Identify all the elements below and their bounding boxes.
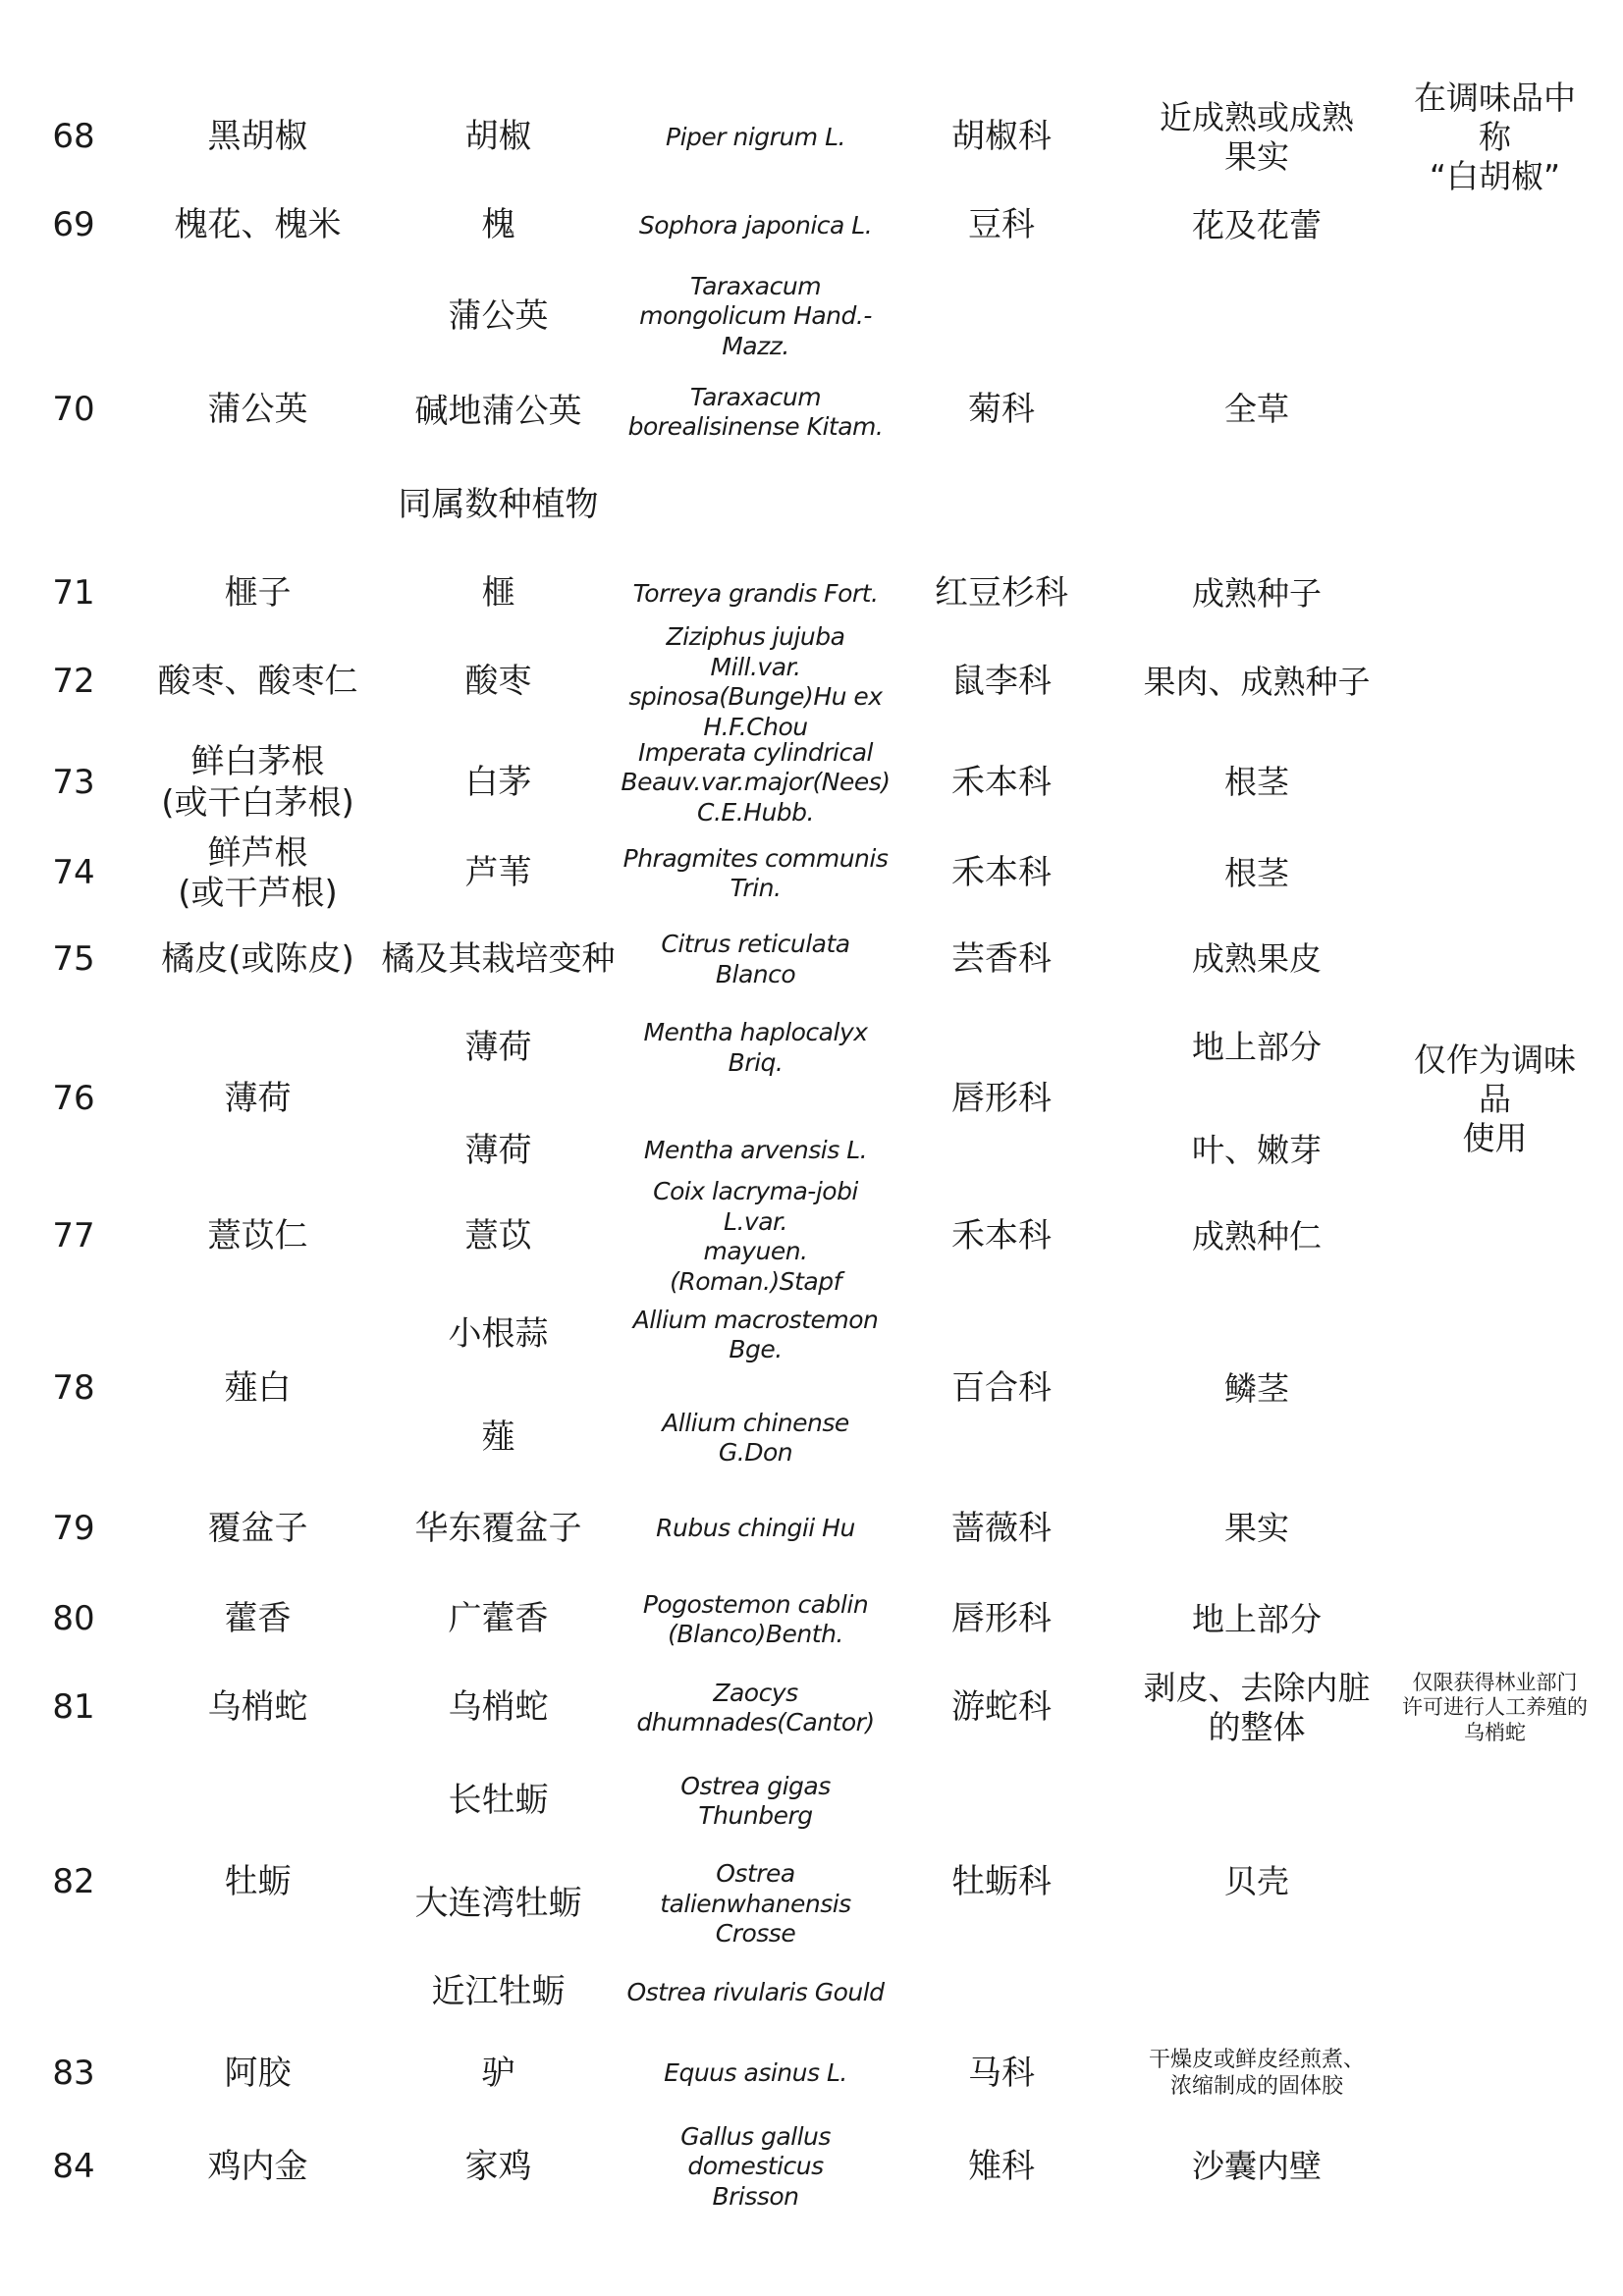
latin-name: Taraxacum mongolicum Hand.- Mazz. — [639, 271, 872, 360]
source-species: 同属数种植物 — [398, 485, 599, 525]
used-part: 近成熟或成熟 果实 — [1160, 97, 1354, 176]
source-species: 芦苇 — [464, 853, 532, 893]
latin-name: Citrus reticulata Blanco — [661, 930, 850, 988]
latin-name: Equus asinus L. — [664, 2058, 847, 2088]
latin-name: Torreya grandis Fort. — [632, 578, 879, 608]
latin-name: Mentha arvensis L. — [643, 1136, 868, 1165]
row-number: 84 — [52, 2146, 95, 2186]
source-species: 薄荷 — [464, 1130, 532, 1170]
row-number: 77 — [52, 1216, 95, 1256]
latin-name: Taraxacum borealisinense Kitam. — [627, 382, 884, 441]
source-species: 大连湾牡蛎 — [414, 1884, 582, 1924]
latin-name: Imperata cylindrical Beauv.var.major(Nees) C.E.Hubb. — [621, 737, 891, 827]
used-part: 成熟种仁 — [1192, 1216, 1322, 1255]
used-part: 成熟种子 — [1192, 573, 1322, 613]
family-name: 胡椒科 — [951, 117, 1052, 157]
latin-name: Gallus gallus domesticus Brisson — [680, 2121, 831, 2211]
row-number: 76 — [52, 1079, 95, 1119]
used-part: 成熟果皮 — [1192, 939, 1322, 979]
item-name: 薏苡仁 — [207, 1216, 308, 1256]
source-species: 薄荷 — [464, 1027, 532, 1067]
source-species: 蒲公英 — [448, 295, 549, 336]
used-part: 全草 — [1224, 390, 1289, 429]
row-number: 68 — [52, 117, 95, 157]
item-name: 槐花、槐米 — [174, 205, 342, 245]
latin-name: Ostrea rivularis Gould — [626, 1977, 885, 2006]
used-part: 鳞茎 — [1224, 1368, 1289, 1408]
source-species: 家鸡 — [464, 2146, 532, 2186]
used-part: 花及花蕾 — [1192, 205, 1322, 244]
item-name: 鸡内金 — [207, 2146, 308, 2186]
remark: 仅作为调味品 使用 — [1414, 1040, 1576, 1158]
latin-name: Zaocys dhumnades(Cantor) — [636, 1678, 875, 1736]
row-number: 81 — [52, 1687, 95, 1728]
source-species: 白茅 — [464, 762, 532, 802]
row-number: 73 — [52, 762, 95, 802]
item-name: 薤白 — [224, 1368, 292, 1409]
source-species: 乌梢蛇 — [448, 1687, 549, 1728]
remark: 仅限获得林业部门 许可进行人工养殖的 乌梢蛇 — [1402, 1670, 1588, 1744]
latin-name: Allium macrostemon Bge. — [632, 1305, 879, 1363]
source-species: 碱地蒲公英 — [414, 392, 582, 432]
used-part: 地上部分 — [1192, 1599, 1322, 1638]
latin-name: Mentha haplocalyx Briq. — [643, 1018, 868, 1077]
used-part: 贝壳 — [1224, 1862, 1289, 1901]
used-part: 根茎 — [1224, 853, 1289, 892]
row-number: 79 — [52, 1508, 95, 1548]
latin-name: Ostrea gigas Thunberg — [680, 1771, 831, 1830]
item-name: 橘皮(或陈皮) — [161, 938, 354, 979]
row-number: 75 — [52, 938, 95, 979]
used-part: 干燥皮或鲜皮经煎煮、 浓缩制成的固体胶 — [1148, 2047, 1365, 2099]
latin-name: Piper nigrum L. — [666, 122, 845, 151]
row-number: 82 — [52, 1861, 95, 1901]
item-name: 薄荷 — [224, 1079, 292, 1119]
source-species: 驴 — [481, 2053, 515, 2093]
family-name: 鼠李科 — [951, 662, 1052, 702]
item-name: 牡蛎 — [224, 1861, 292, 1901]
source-species: 薏苡 — [464, 1216, 532, 1256]
source-species: 近江牡蛎 — [431, 1972, 566, 2012]
latin-name: Ostrea talienwhanensis Crosse — [660, 1859, 851, 1949]
source-species: 胡椒 — [464, 117, 532, 157]
latin-name: Sophora japonica L. — [638, 210, 873, 240]
item-name: 鲜白茅根 (或干白茅根) — [161, 742, 354, 823]
row-number: 69 — [52, 205, 95, 245]
source-species: 薤 — [481, 1417, 515, 1458]
latin-name: Ziziphus jujuba Mill.var. spinosa(Bunge)Hu ex H.F.Chou — [628, 622, 883, 741]
latin-name: Phragmites communis Trin. — [622, 843, 889, 902]
row-number: 72 — [52, 662, 95, 702]
source-species: 长牡蛎 — [448, 1781, 549, 1821]
family-name: 百合科 — [951, 1368, 1052, 1409]
family-name: 雉科 — [968, 2146, 1035, 2186]
row-number: 74 — [52, 853, 95, 893]
family-name: 游蛇科 — [951, 1687, 1052, 1728]
item-name: 酸枣、酸枣仁 — [157, 662, 358, 702]
source-species: 槐 — [481, 205, 515, 245]
family-name: 红豆杉科 — [935, 573, 1068, 614]
family-name: 唇形科 — [951, 1079, 1052, 1119]
item-name: 榧子 — [224, 573, 292, 614]
used-part: 叶、嫩芽 — [1192, 1131, 1322, 1170]
family-name: 豆科 — [968, 205, 1035, 245]
item-name: 蒲公英 — [207, 389, 308, 429]
latin-name: Pogostemon cablin (Blanco)Benth. — [642, 1589, 869, 1648]
row-number: 71 — [52, 573, 95, 614]
family-name: 蔷薇科 — [951, 1508, 1052, 1548]
latin-name: Coix lacryma-jobi L.var. mayuen.(Roman.)Stapf — [653, 1177, 858, 1296]
latin-name: Allium chinense G.Don — [662, 1408, 849, 1467]
item-name: 阿胶 — [224, 2053, 292, 2093]
latin-name: Rubus chingii Hu — [656, 1514, 855, 1543]
family-name: 马科 — [968, 2053, 1035, 2093]
source-species: 酸枣 — [464, 662, 532, 702]
item-name: 乌梢蛇 — [207, 1687, 308, 1728]
source-species: 小根蒜 — [448, 1314, 549, 1355]
family-name: 禾本科 — [951, 1216, 1052, 1256]
row-number: 80 — [52, 1599, 95, 1639]
source-species: 榧 — [481, 573, 515, 614]
used-part: 根茎 — [1224, 763, 1289, 802]
family-name: 唇形科 — [951, 1599, 1052, 1639]
used-part: 地上部分 — [1192, 1028, 1322, 1067]
item-name: 覆盆子 — [207, 1508, 308, 1548]
family-name: 芸香科 — [951, 938, 1052, 979]
family-name: 禾本科 — [951, 853, 1052, 893]
item-name: 黑胡椒 — [207, 117, 308, 157]
family-name: 禾本科 — [951, 762, 1052, 802]
item-name: 藿香 — [224, 1599, 292, 1639]
row-number: 83 — [52, 2053, 95, 2093]
used-part: 果肉、成熟种子 — [1143, 662, 1371, 701]
used-part: 沙囊内壁 — [1192, 2147, 1322, 2186]
item-name: 鲜芦根 (或干芦根) — [178, 832, 338, 913]
family-name: 菊科 — [968, 389, 1035, 429]
source-species: 橘及其栽培变种 — [381, 938, 616, 979]
used-part: 剥皮、去除内脏 的整体 — [1143, 1668, 1371, 1746]
source-species: 广藿香 — [448, 1599, 549, 1639]
used-part: 果实 — [1224, 1509, 1289, 1548]
row-number: 70 — [52, 389, 95, 429]
remark: 在调味品中称 “白胡椒” — [1414, 78, 1576, 196]
source-species: 华东覆盆子 — [414, 1508, 582, 1548]
family-name: 牡蛎科 — [951, 1861, 1052, 1901]
row-number: 78 — [52, 1368, 95, 1409]
